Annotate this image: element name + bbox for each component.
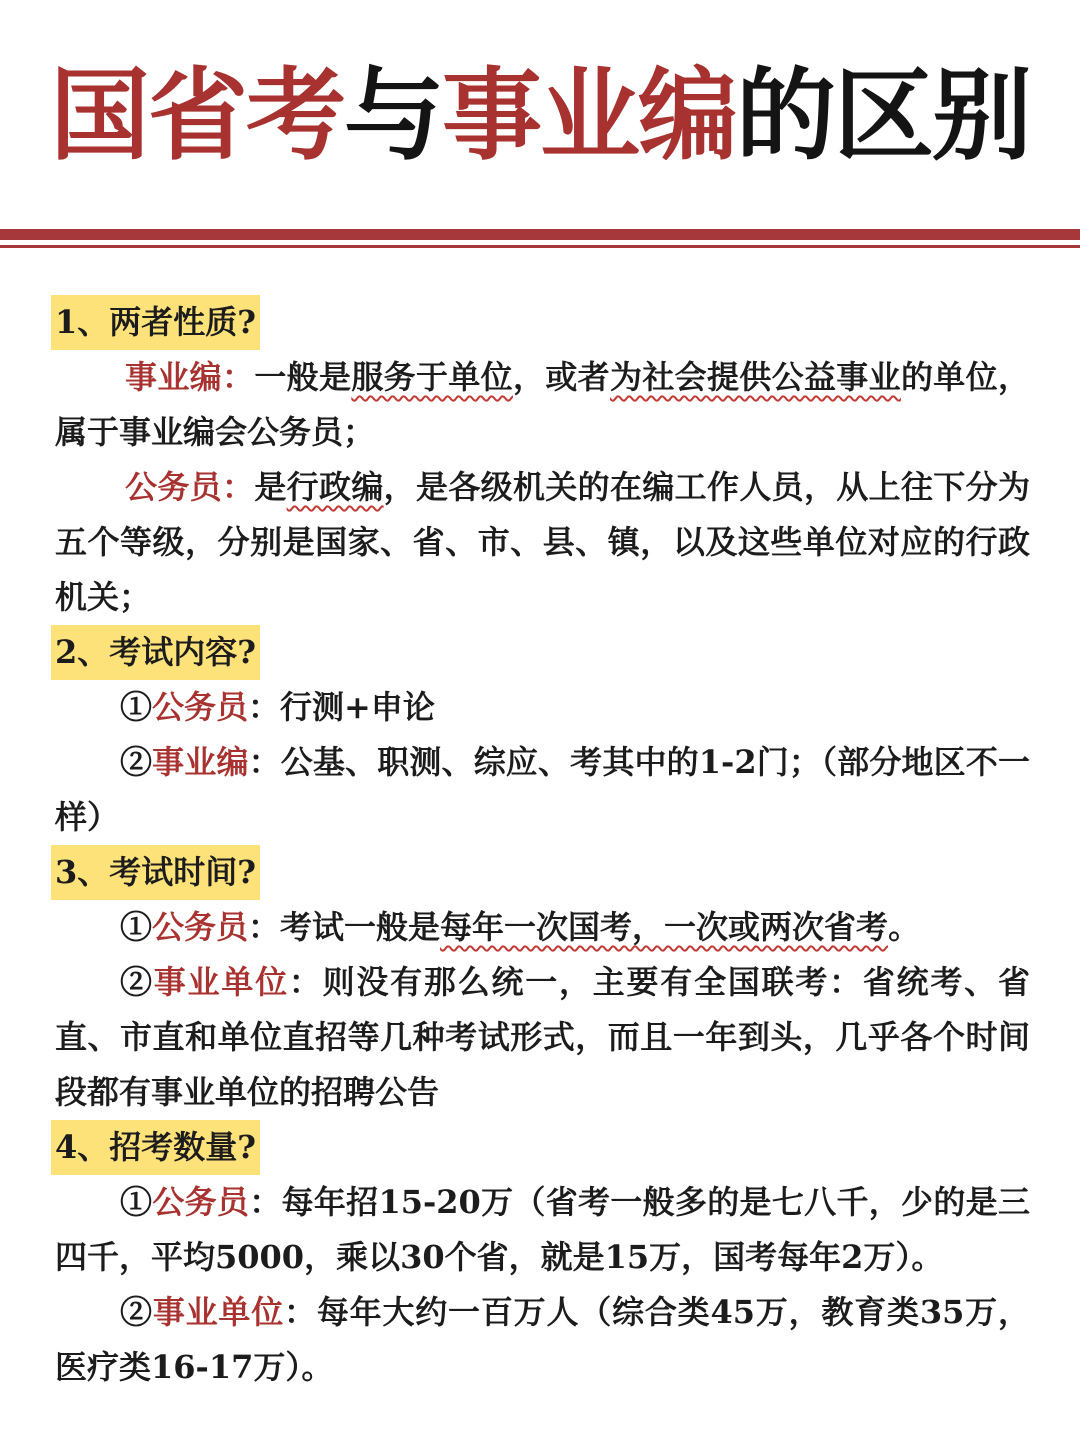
text: ，是各级机关的在编工作人员，从上往下分为五个等级，分别是国家、省、市、县、镇，以及这些单位对应的行政机关； (55, 468, 1030, 616)
text: ：公基、职测、综应、考其中的1-2门；（部分地区不一样） (55, 743, 1030, 836)
text: ：每年大约一百万人（综合类45万，教育类35万，医疗类16-17万）。 (55, 1293, 1030, 1386)
keyword-label: 事业编： (125, 358, 255, 396)
paragraph-item-1 (55, 900, 1030, 955)
paragraph-gongwuyuan (55, 460, 1030, 625)
section-heading: 2、考试内容? (51, 625, 260, 680)
item-number: ① (120, 688, 153, 726)
wavy-underline-text: 服务于单位 (351, 358, 513, 396)
text: ：考试一般是 (248, 908, 441, 946)
section-exam-content (55, 625, 1030, 845)
keyword-label: 公务员 (152, 1183, 250, 1221)
keyword-label: 事业单位 (153, 963, 289, 1001)
text: 一般是 (254, 358, 352, 396)
paragraph-item-2 (55, 735, 1030, 845)
title-part-2: 与 (344, 56, 442, 174)
section-nature (55, 295, 1030, 625)
section-heading: 4、招考数量? (51, 1120, 260, 1175)
paragraph-item-1 (55, 680, 1030, 735)
text: ：行测+申论 (248, 688, 435, 726)
item-number: ② (120, 963, 154, 1001)
item-number: ① (120, 1183, 153, 1221)
keyword-label: 事业编 (152, 743, 249, 781)
title-part-1: 国省考 (50, 56, 344, 174)
section-exam-time (55, 845, 1030, 1120)
text: ：每年招15-20万（省考一般多的是七八千，少的是三四千，平均5000，乘以30个省，就是15万，国考每年2万）。 (55, 1183, 1030, 1276)
divider-thick (0, 229, 1080, 240)
wavy-underline-text: 行政编 (286, 468, 384, 506)
text: ，或者 (512, 358, 610, 396)
wavy-underline-text: 每年一次国考，一次或两次省考 (440, 908, 889, 946)
item-number: ① (120, 908, 153, 946)
text: 。 (888, 908, 921, 946)
title-part-3: 事业编 (442, 56, 736, 174)
section-recruit-numbers (55, 1120, 1030, 1395)
text: 的单位，属于事业编会公务员； (55, 358, 1030, 451)
paragraph-item-2 (55, 1285, 1030, 1395)
keyword-label: 公务员 (152, 688, 249, 726)
item-number: ② (120, 743, 153, 781)
title-part-4: 的区别 (736, 56, 1030, 174)
paragraph-item-2 (55, 955, 1030, 1120)
keyword-label: 公务员 (152, 908, 249, 946)
article-body (55, 295, 1030, 1395)
divider-thin (0, 245, 1080, 248)
paragraph-shiyebian (55, 350, 1030, 460)
wavy-underline-text: 为社会提供公益事业 (609, 358, 901, 396)
keyword-label: 公务员： (125, 468, 255, 506)
section-heading: 1、两者性质? (51, 295, 260, 350)
keyword-label: 事业单位 (152, 1293, 285, 1331)
paragraph-item-1 (55, 1175, 1030, 1285)
section-heading: 3、考试时间? (51, 845, 260, 900)
page-title (0, 55, 1080, 175)
item-number: ② (120, 1293, 153, 1331)
text: 是 (254, 468, 287, 506)
text: ：则没有那么统一，主要有全国联考：省统考、省直、市直和单位直招等几种考试形式，而且一年到头，几乎各个时间段都有事业单位的招聘公告 (55, 963, 1030, 1111)
